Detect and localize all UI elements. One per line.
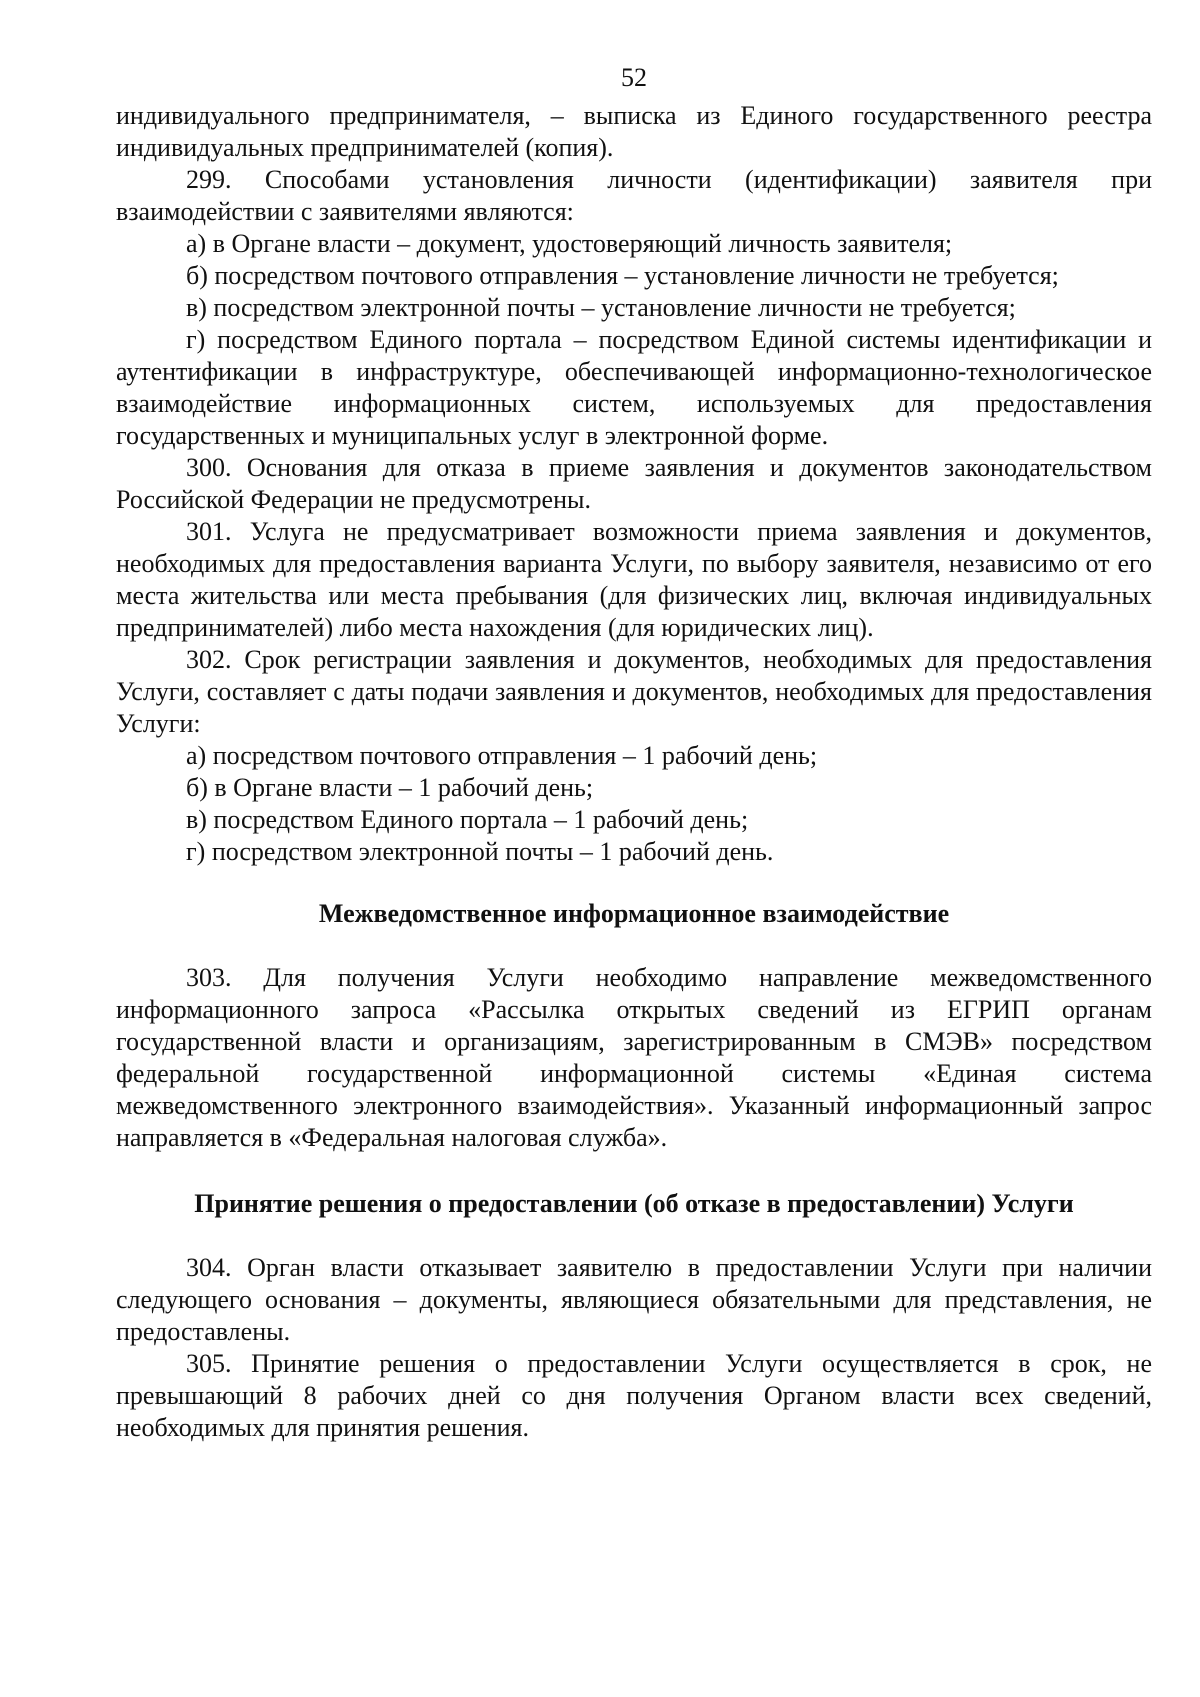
list-item-299-g: г) посредством Единого портала – посредством Единой системы идентификации и аутентификации в инфраструктуре, обеспечивающей информационно-технологическое взаимодействие информационных систем, используемых для предоставления государственных и муниципальных услуг в электронной форме.	[116, 325, 1152, 450]
list-item-299-v: в) посредством электронной почты – установление личности не требуется;	[186, 293, 1016, 322]
paragraph-304: 304. Орган власти отказывает заявителю в предоставлении Услуги при наличии следующего основания – документы, являющиеся обязательными для представления, не предоставлены.	[116, 1253, 1152, 1346]
paragraph-301: 301. Услуга не предусматривает возможности приема заявления и документов, необходимых для предоставления варианта Услуги, по выбору заявителя, независимо от его места жительства или места пребывания (для физических лиц, включая индивидуальных предпринимателей) либо места нахождения (для юридических лиц).	[116, 517, 1152, 642]
paragraph-305: 305. Принятие решения о предоставлении Услуги осуществляется в срок, не превышающий 8 рабочих дней со дня получения Органом власти всех сведений, необходимых для принятия решения.	[116, 1349, 1152, 1442]
list-item-299-b: б) посредством почтового отправления – установление личности не требуется;	[186, 261, 1059, 290]
list-item-302-b: б) в Органе власти – 1 рабочий день;	[186, 773, 594, 802]
list-item-302-g: г) посредством электронной почты – 1 рабочий день.	[186, 837, 774, 866]
page-number: 52	[621, 63, 647, 92]
paragraph-299: 299. Способами установления личности (идентификации) заявителя при взаимодействии с заявителями являются:	[116, 165, 1152, 226]
paragraph-303: 303. Для получения Услуги необходимо направление межведомственного информационного запроса «Рассылка открытых сведений из ЕГРИП органам государственной власти и организациям, зарегистрированным в СМЭВ» посредством федеральной государственной информационной системы «Единая система межведомственного электронного взаимодействия». Указанный информационный запрос направляется в «Федеральная налоговая служба».	[116, 963, 1152, 1152]
document-page	[116, 62, 1152, 1444]
list-item-302-a: а) посредством почтового отправления – 1 рабочий день;	[186, 741, 818, 770]
list-item-299-a: а) в Органе власти – документ, удостоверяющий личность заявителя;	[186, 229, 953, 258]
list-item-302-v: в) посредством Единого портала – 1 рабочий день;	[186, 805, 749, 834]
paragraph-300: 300. Основания для отказа в приеме заявления и документов законодательством Российской Федерации не предусмотрены.	[116, 453, 1152, 514]
section-heading-interagency: Межведомственное информационное взаимодействие	[318, 899, 950, 928]
paragraph-302: 302. Срок регистрации заявления и документов, необходимых для предоставления Услуги, составляет с даты подачи заявления и документов, необходимых для предоставления Услуги:	[116, 645, 1152, 738]
section-heading-decision: Принятие решения о предоставлении (об отказе в предоставлении) Услуги	[194, 1189, 1074, 1218]
paragraph-continuation: индивидуального предпринимателя, – выписка из Единого государственного реестра индивидуальных предпринимателей (копия).	[116, 101, 1152, 162]
